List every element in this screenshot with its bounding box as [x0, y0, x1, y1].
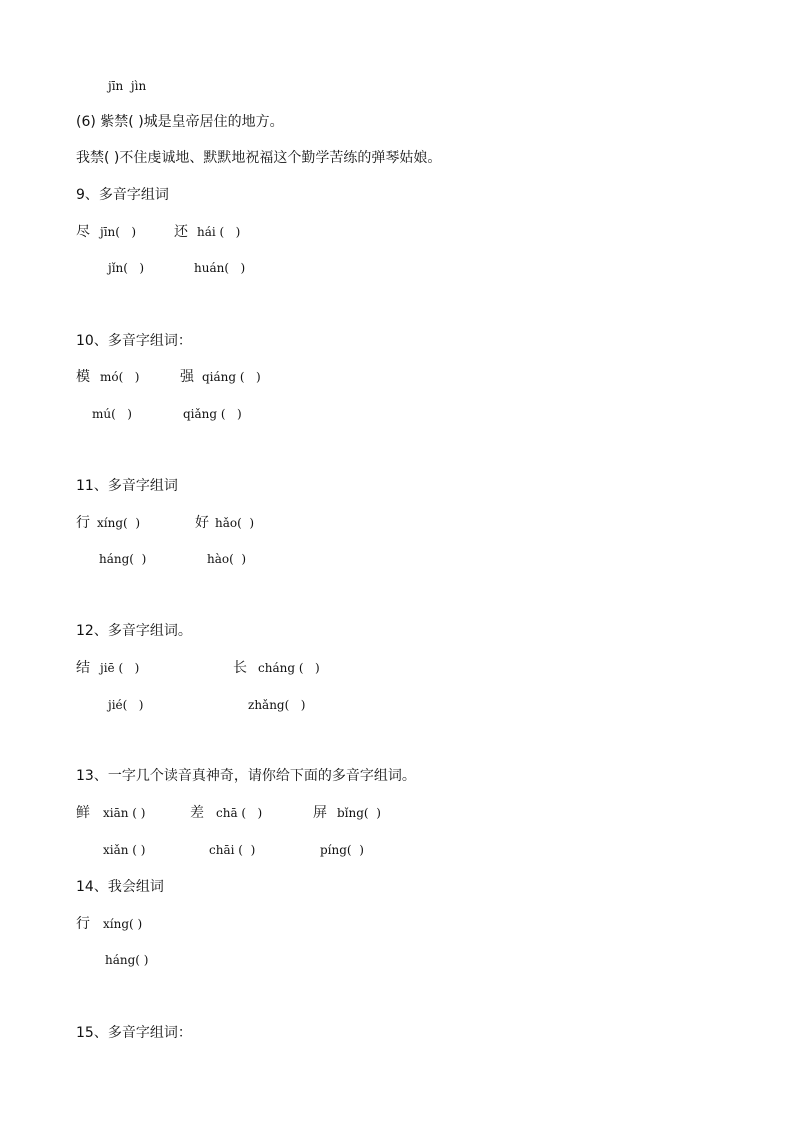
q13-pinyin-2a: chā ( ) [216, 806, 263, 820]
q9-char-2: 还 [174, 224, 188, 240]
q11-pinyin-1a: xíng( ) [97, 516, 141, 530]
q12-pinyin-1a: jiē ( ) [100, 661, 140, 675]
q13-title: 13、一字几个读音真神奇，请你给下面的多音字组词。 [76, 768, 416, 784]
q12-title: 12、多音字组词。 [76, 623, 192, 639]
q14-pinyin-1b: háng( ) [105, 953, 149, 967]
q11-char-2: 好 [195, 515, 209, 531]
q13-pinyin-1b: xiǎn ( ) [103, 843, 146, 857]
q11-pinyin-2b: hào( ) [207, 552, 247, 566]
q14-char-1: 行 [76, 916, 90, 932]
q10-title: 10、多音字组词： [76, 333, 192, 349]
q9-char-1: 尽 [76, 224, 90, 240]
q15-title: 15、多音字组词： [76, 1025, 192, 1041]
q11-pinyin-2a: hǎo( ) [215, 516, 255, 530]
q14-pinyin-1a: xíng( ) [103, 917, 143, 931]
q8-pinyin-line: jīn jìn [108, 79, 147, 93]
q10-pinyin-1a: mó( ) [100, 370, 140, 384]
q10-pinyin-1b: mú( ) [92, 407, 132, 421]
q8-item6b: 我禁( )不住虔诚地、默默地祝福这个勤学苦练的弹琴姑娘。 [76, 150, 442, 166]
q12-pinyin-2b: zhǎng( ) [248, 698, 306, 712]
q10-pinyin-2a: qiáng ( ) [202, 370, 261, 384]
q10-char-1: 模 [76, 369, 90, 385]
q12-char-2: 长 [233, 660, 247, 676]
q11-char-1: 行 [76, 515, 90, 531]
q13-pinyin-3b: píng( ) [320, 843, 364, 857]
q12-pinyin-1b: jié( ) [108, 698, 144, 712]
q14-title: 14、我会组词 [76, 879, 164, 895]
q12-pinyin-2a: cháng ( ) [258, 661, 320, 675]
q13-char-1: 鲜 [76, 805, 90, 821]
q9-title: 9、多音字组词 [76, 187, 169, 203]
q13-pinyin-3a: bǐng( ) [337, 806, 381, 820]
q11-pinyin-1b: háng( ) [99, 552, 147, 566]
q9-pinyin-1b: jǐn( ) [108, 261, 145, 275]
q8-item6: (6) 紫禁( )城是皇帝居住的地方。 [76, 114, 284, 130]
q9-pinyin-1a: jīn( ) [100, 225, 137, 239]
q13-pinyin-2b: chāi ( ) [209, 843, 256, 857]
q11-title: 11、多音字组词 [76, 478, 178, 494]
q13-pinyin-1a: xiān ( ) [103, 806, 146, 820]
q13-char-2: 差 [190, 805, 204, 821]
q13-char-3: 屏 [313, 805, 327, 821]
q10-char-2: 强 [180, 369, 194, 385]
q9-pinyin-2b: huán( ) [194, 261, 246, 275]
q9-pinyin-2a: hái ( ) [197, 225, 241, 239]
q10-pinyin-2b: qiǎng ( ) [183, 407, 242, 421]
q12-char-1: 结 [76, 660, 90, 676]
